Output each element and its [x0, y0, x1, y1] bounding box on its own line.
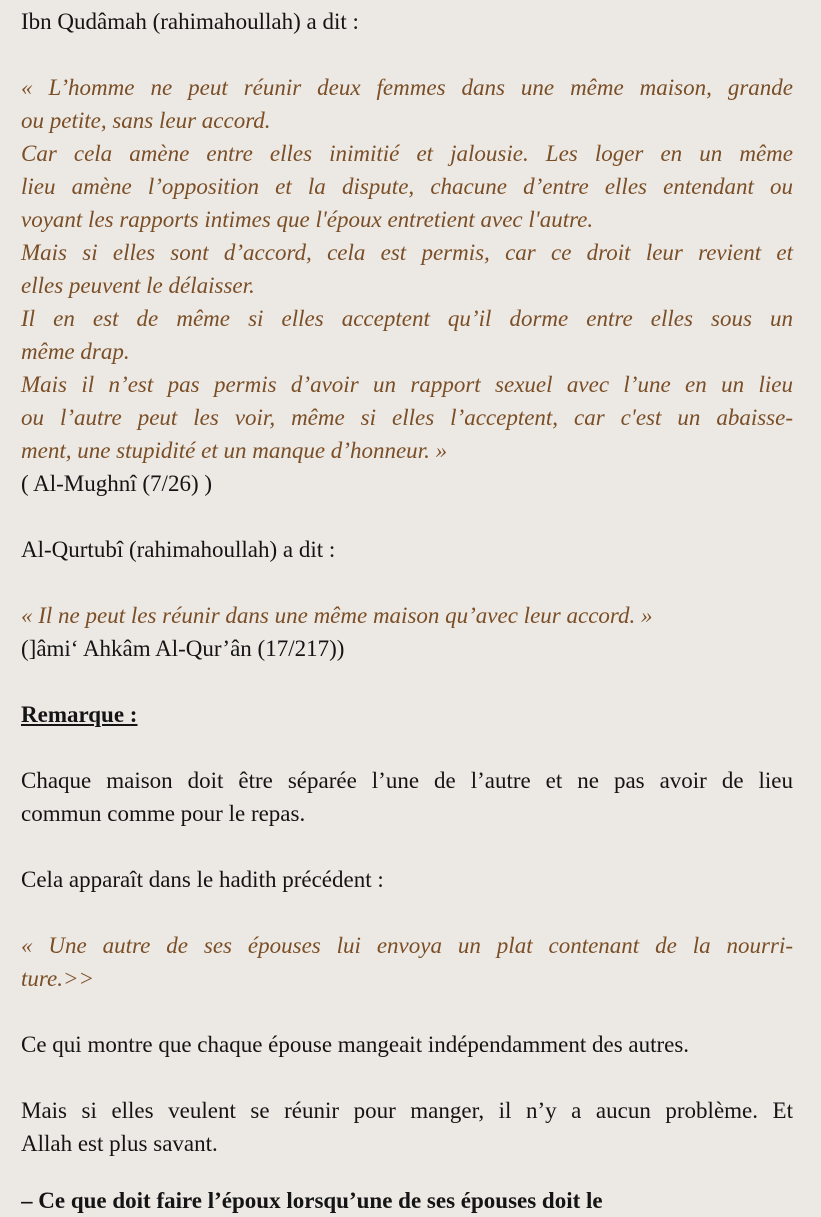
remarque-paragraph-1: [21, 764, 793, 830]
quote-line: même drap.: [21, 339, 130, 364]
quote-line: « Une autre de ses épouses lui envoya un plat contenant de la nourri-: [21, 933, 793, 958]
text-line: Allah est plus savant.: [21, 1131, 218, 1156]
qudamah-intro: Ibn Qudâmah (rahimahoullah) a dit :: [21, 9, 359, 34]
remarque-paragraph-4: [21, 1094, 793, 1160]
remarque-heading: Remarque :: [21, 702, 138, 727]
qurtubi-reference: (]âmi‘ Ahkâm Al-Qur’ân (17/217)): [21, 636, 345, 661]
quote-line: « L’homme ne peut réunir deux femmes dans une même maison, grande: [21, 75, 793, 100]
text-line: commun comme pour le repas.: [21, 801, 306, 826]
quote-line: voyant les rapports intimes que l'époux entretient avec l'autre.: [21, 207, 594, 232]
hadith-quote: [21, 929, 793, 995]
quote-line: lieu amène l’opposition et la dispute, chacune d’entre elles entendant ou: [21, 174, 793, 199]
quote-line: ou l’autre peut les voir, même si elles l’acceptent, car c'est un abaisse-: [21, 405, 793, 430]
document-page: [21, 0, 793, 1160]
qurtubi-quote: « Il ne peut les réunir dans une même maison qu’avec leur accord. »: [21, 603, 653, 628]
text-line: Chaque maison doit être séparée l’une de l’autre et ne pas avoir de lieu: [21, 768, 793, 793]
quote-line: Mais il n’est pas permis d’avoir un rapport sexuel avec l’une en un lieu: [21, 372, 793, 397]
qudamah-quote: [21, 71, 793, 467]
quote-line: elles peuvent le délaisser.: [21, 273, 255, 298]
qurtubi-intro: Al-Qurtubî (rahimahoullah) a dit :: [21, 537, 336, 562]
cut-off-heading: – Ce que doit faire l’époux lorsqu’une de ses épouses doit le: [21, 1188, 603, 1213]
quote-line: Car cela amène entre elles inimitié et jalousie. Les loger en un même: [21, 141, 793, 166]
quote-line: Mais si elles sont d’accord, cela est permis, car ce droit leur revient et: [21, 240, 793, 265]
remarque-paragraph-3: Ce qui montre que chaque épouse mangeait indépendamment des autres.: [21, 1032, 690, 1057]
quote-line: ou petite, sans leur accord.: [21, 108, 271, 133]
remarque-paragraph-2: Cela apparaît dans le hadith précédent :: [21, 867, 384, 892]
quote-line: ture.>>: [21, 966, 94, 991]
quote-line: Il en est de même si elles acceptent qu’il dorme entre elles sous un: [21, 306, 793, 331]
qudamah-reference: ( Al-Mughnî (7/26) ): [21, 471, 213, 496]
text-line: Mais si elles veulent se réunir pour manger, il n’y a aucun problème. Et: [21, 1098, 793, 1123]
quote-line: ment, une stupidité et un manque d’honneur. »: [21, 438, 448, 463]
